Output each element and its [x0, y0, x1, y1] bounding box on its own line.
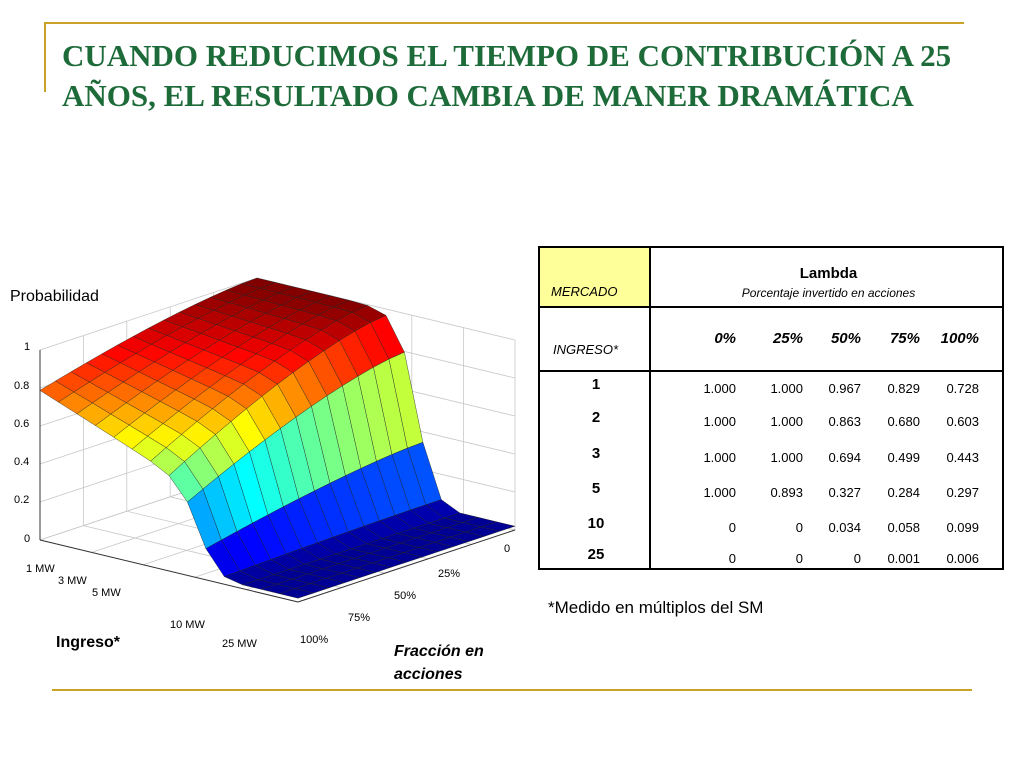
table-cell: 1.000: [703, 450, 736, 465]
slide-title: CUANDO REDUCIMOS EL TIEMPO DE CONTRIBUCIÓN A 25 AÑOS, EL RESULTADO CAMBIA DE MANER DRAMÁTICA: [62, 38, 952, 113]
table-cell: 0.893: [770, 485, 803, 500]
table-cell: 0.099: [946, 520, 979, 535]
table-cell: 0: [728, 551, 736, 566]
mercado-label: MERCADO: [551, 284, 618, 299]
income-tick: 3 MW: [58, 575, 87, 587]
table-cell: 0: [795, 520, 803, 535]
x-axis-label: Ingreso*: [56, 634, 121, 651]
table-cell: 0.728: [946, 381, 979, 396]
table-cell: 0.863: [828, 414, 861, 429]
column-header: 100%: [940, 330, 979, 347]
z-tick: 0: [24, 533, 31, 545]
column-header: 25%: [772, 330, 803, 347]
z-tick: 1: [24, 341, 31, 353]
footnote: *Medido en múltiplos del SM: [548, 598, 764, 617]
column-header: 0%: [714, 330, 736, 347]
column-header: 50%: [830, 330, 861, 347]
table-cell: 0.680: [887, 414, 920, 429]
row-label: 2: [591, 409, 601, 426]
table-cell: 0.499: [887, 450, 920, 465]
row-label: 3: [591, 445, 601, 462]
z-tick: 0.2: [14, 494, 30, 506]
row-label: 25: [587, 546, 605, 563]
income-tick: 25 MW: [222, 638, 257, 650]
table-cell: 1.000: [703, 485, 736, 500]
table-divider: [540, 306, 1002, 308]
row-label: 1: [591, 376, 601, 393]
z-tick: 0.6: [14, 418, 30, 430]
z-axis-label: Probabilidad: [10, 288, 99, 305]
top-accent-line: [44, 22, 964, 24]
income-tick: 5 MW: [92, 587, 121, 599]
bottom-accent-line: [52, 689, 972, 691]
fraction-tick: 50%: [394, 590, 417, 602]
row-label: 5: [591, 480, 601, 497]
table-cell: 1.000: [703, 414, 736, 429]
table-cell: 0.603: [946, 414, 979, 429]
table-cell: 1.000: [703, 381, 736, 396]
lambda-title: Lambda: [799, 265, 858, 282]
table-cell: 0.967: [828, 381, 861, 396]
table-cell: 1.000: [770, 381, 803, 396]
table-cell: 0.327: [828, 485, 861, 500]
row-label: 10: [587, 515, 605, 532]
table-cell: 0: [728, 520, 736, 535]
table-cell: 1.000: [770, 414, 803, 429]
table-cell: 1.000: [770, 450, 803, 465]
fraction-tick: 25%: [438, 568, 461, 580]
table-cell: 0.001: [887, 551, 920, 566]
table-cell: 0.034: [828, 520, 861, 535]
left-accent-line: [44, 22, 46, 92]
table-cell: 0.284: [887, 485, 920, 500]
table-cell: 0: [795, 551, 803, 566]
income-tick: 1 MW: [26, 563, 55, 575]
table-cell: 0.443: [946, 450, 979, 465]
y-axis-label: Fracción en acciones: [394, 643, 484, 683]
fraction-tick: 75%: [348, 612, 371, 624]
table-divider: [540, 370, 1002, 372]
table-cell: 0.006: [946, 551, 979, 566]
income-tick: 10 MW: [170, 619, 205, 631]
fraction-tick: 100%: [300, 634, 329, 646]
table-cell: 0.829: [887, 381, 920, 396]
table-cell: 0: [853, 551, 861, 566]
mercado-header-cell: [540, 248, 651, 308]
table-cell: 0.297: [946, 485, 979, 500]
table-cell: 0.058: [887, 520, 920, 535]
table-cell: 0.694: [828, 450, 861, 465]
lambda-table: [538, 246, 1004, 570]
lambda-subtitle: Porcentaje invertido en acciones: [741, 286, 916, 300]
fraction-tick: 0: [504, 543, 511, 555]
ingreso-label: INGRESO*: [553, 342, 619, 357]
column-header: 75%: [889, 330, 920, 347]
z-tick: 0.8: [14, 380, 30, 392]
z-tick: 0.4: [14, 456, 30, 468]
